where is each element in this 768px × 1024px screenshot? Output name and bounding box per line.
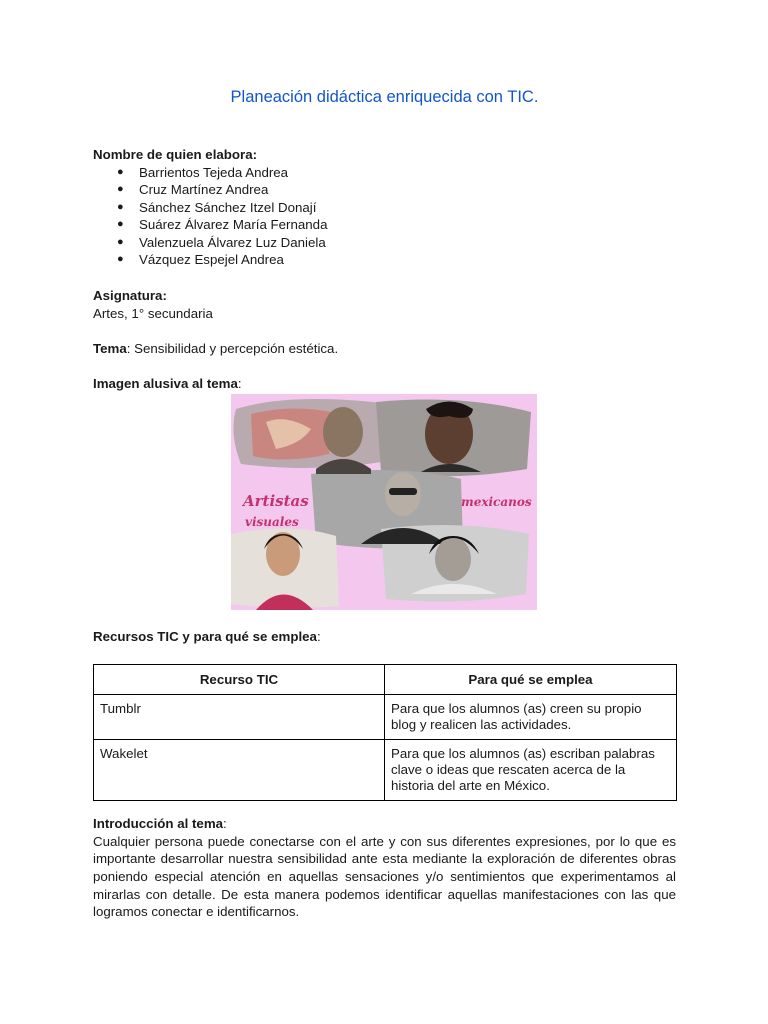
- list-item: [93, 181, 676, 199]
- list-item: [93, 164, 676, 182]
- subject-label: Asignatura:: [93, 288, 167, 303]
- authors-list: [93, 164, 676, 270]
- resources-label-suffix: :: [316, 629, 321, 644]
- bullet-icon: ●: [117, 165, 124, 178]
- intro-label-suffix: :: [223, 816, 227, 831]
- table-cell: Tumblr: [94, 695, 385, 740]
- artists-collage-image: [231, 394, 537, 610]
- topic-value: : Sensibilidad y percepción estética.: [126, 341, 339, 356]
- resources-section: [93, 628, 676, 646]
- table-cell: Para que los alumnos (as) creen su propio blog y realicen las actividades.: [385, 695, 677, 740]
- collage-illustration: [231, 394, 537, 610]
- topic-section: [93, 340, 676, 358]
- list-item: [93, 234, 676, 252]
- authors-section: [93, 146, 676, 269]
- subject-section: [93, 287, 676, 322]
- image-label: Imagen alusiva al tema: [93, 376, 238, 391]
- bullet-icon: ●: [117, 200, 124, 213]
- resources-table: [93, 664, 677, 801]
- topic-label: Tema: [93, 341, 127, 356]
- bullet-icon: ●: [117, 218, 124, 231]
- author-name: Suárez Álvarez María Fernanda: [139, 217, 328, 233]
- author-name: Cruz Martínez Andrea: [139, 182, 269, 198]
- author-name: Sánchez Sánchez Itzel Donají: [139, 199, 317, 215]
- resources-label: Recursos TIC y para qué se emplea: [93, 629, 317, 644]
- collage-text-artistas: Artistas: [243, 492, 309, 510]
- bullet-icon: ●: [117, 183, 124, 196]
- table-cell: Para que los alumnos (as) escriban palabras clave o ideas que rescaten acerca de la historia del arte en México.: [385, 740, 677, 801]
- intro-section: [93, 815, 676, 921]
- list-item: [93, 216, 676, 234]
- table-header-row: [94, 665, 677, 695]
- collage-text-mexicanos: mexicanos: [461, 495, 532, 509]
- collage-text-visuales: visuales: [245, 515, 299, 529]
- bullet-icon: ●: [117, 235, 124, 248]
- table-row: [94, 695, 677, 740]
- author-name: Barrientos Tejeda Andrea: [139, 164, 289, 180]
- intro-paragraph: Cualquier persona puede conectarse con el arte y con sus diferentes expresiones, por lo que es importante desarrollar nuestra sensibilidad ante esta mediante la exploración de diferentes obras poniendo especial atención en aquellas sensaciones y/o sentimientos que experimentamos al mirarlas con detalle. De esta manera podemos identificar aquellas manifestaciones con las que logramos conectar e identificarnos.: [93, 833, 676, 920]
- table-row: [94, 740, 677, 801]
- column-header: Para qué se emplea: [385, 665, 677, 695]
- image-section: [93, 375, 676, 393]
- authors-label: Nombre de quien elabora:: [93, 147, 258, 162]
- image-label-suffix: :: [237, 376, 242, 391]
- author-name: Vázquez Espejel Andrea: [139, 252, 284, 268]
- author-name: Valenzuela Álvarez Luz Daniela: [139, 234, 326, 250]
- bullet-icon: ●: [117, 253, 124, 266]
- intro-label: Introducción al tema: [93, 816, 224, 831]
- page-title: Planeación didáctica enriquecida con TIC.: [230, 88, 539, 106]
- list-item: [93, 199, 676, 217]
- table-cell: Wakelet: [94, 740, 385, 801]
- subject-value: Artes, 1° secundaria: [93, 305, 213, 321]
- list-item: [93, 251, 676, 269]
- column-header: Recurso TIC: [94, 665, 385, 695]
